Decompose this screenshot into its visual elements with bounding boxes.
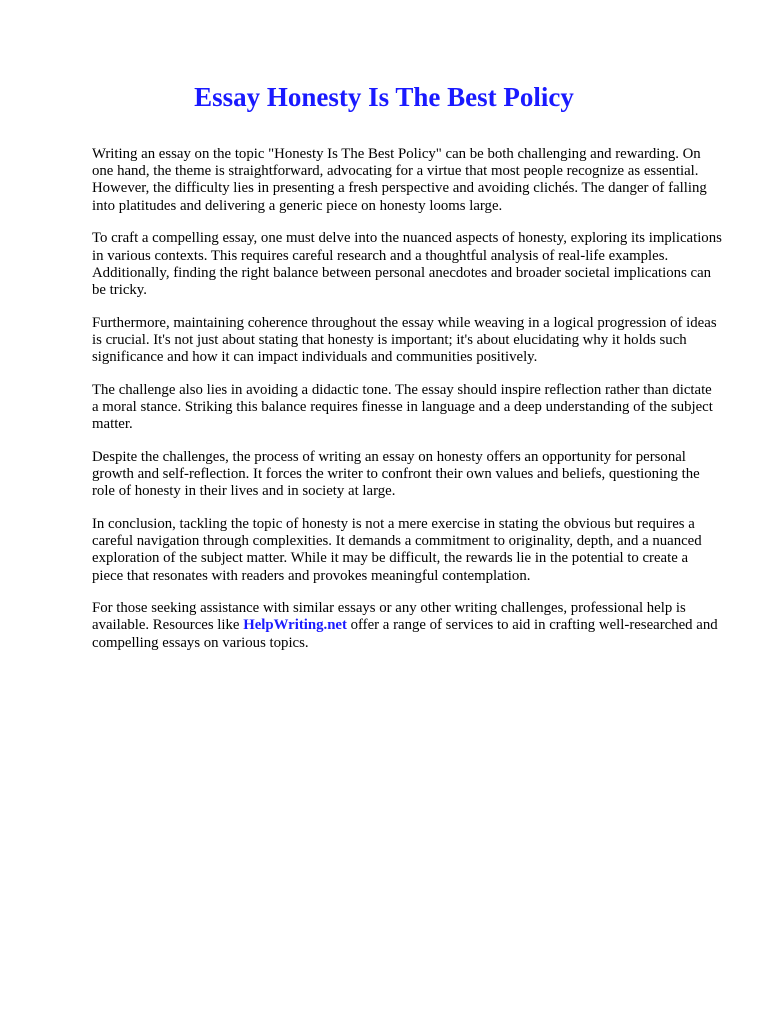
paragraph-3: Furthermore, maintaining coherence throughout the essay while weaving in a logical progression of ideas is crucial. It's not just about stating that honesty is important; it's about elucidating why it holds such significance and how it can impact individuals and communities positively.: [92, 314, 717, 366]
closing-text-after-link: offer a range of services to aid in crafting well-researched and compelling essays on various topics.: [92, 617, 718, 651]
paragraph-6: In conclusion, tackling the topic of honesty is not a mere exercise in stating the obvious but requires a careful navigation through complexities. It demands a commitment to originality, depth, and a nuanced exploration of the subject matter. While it may be difficult, the rewards lie in the potential to create a piece that resonates with readers and provokes meaningful contemplation.: [92, 515, 702, 584]
page-title: Essay Honesty Is The Best Policy: [194, 82, 574, 112]
helpwriting-link[interactable]: HelpWriting.net: [243, 617, 347, 634]
closing-text-before-link: For those seeking assistance with similar essays or any other writing challenges, professional help is available. Resources like: [92, 600, 686, 634]
closing-paragraph: [92, 600, 722, 652]
paragraph-5: Despite the challenges, the process of writing an essay on honesty offers an opportunity for personal growth and self-reflection. It forces the writer to confront their own values and beliefs, questioning the role of honesty in their lives and in society at large.: [92, 448, 700, 500]
paragraph-2: To craft a compelling essay, one must delve into the nuanced aspects of honesty, exploring its implications in various contexts. This requires careful research and a thoughtful analysis of real-life examples. Additionally, finding the right balance between personal anecdotes and broader societal implications can be tricky.: [92, 230, 722, 298]
paragraph-4: The challenge also lies in avoiding a didactic tone. The essay should inspire reflection rather than dictate a moral stance. Striking this balance requires finesse in language and a deep understanding of the subject matter.: [92, 381, 713, 433]
paragraph-1: Writing an essay on the topic "Honesty Is The Best Policy" can be both challenging and rewarding. On one hand, the theme is straightforward, advocating for a virtue that most people recognize as essential. However, the difficulty lies in presenting a fresh perspective and avoiding clichés. The danger of falling into platitudes and delivering a generic piece on honesty looms large.: [92, 146, 707, 214]
essay-body: [92, 146, 722, 667]
